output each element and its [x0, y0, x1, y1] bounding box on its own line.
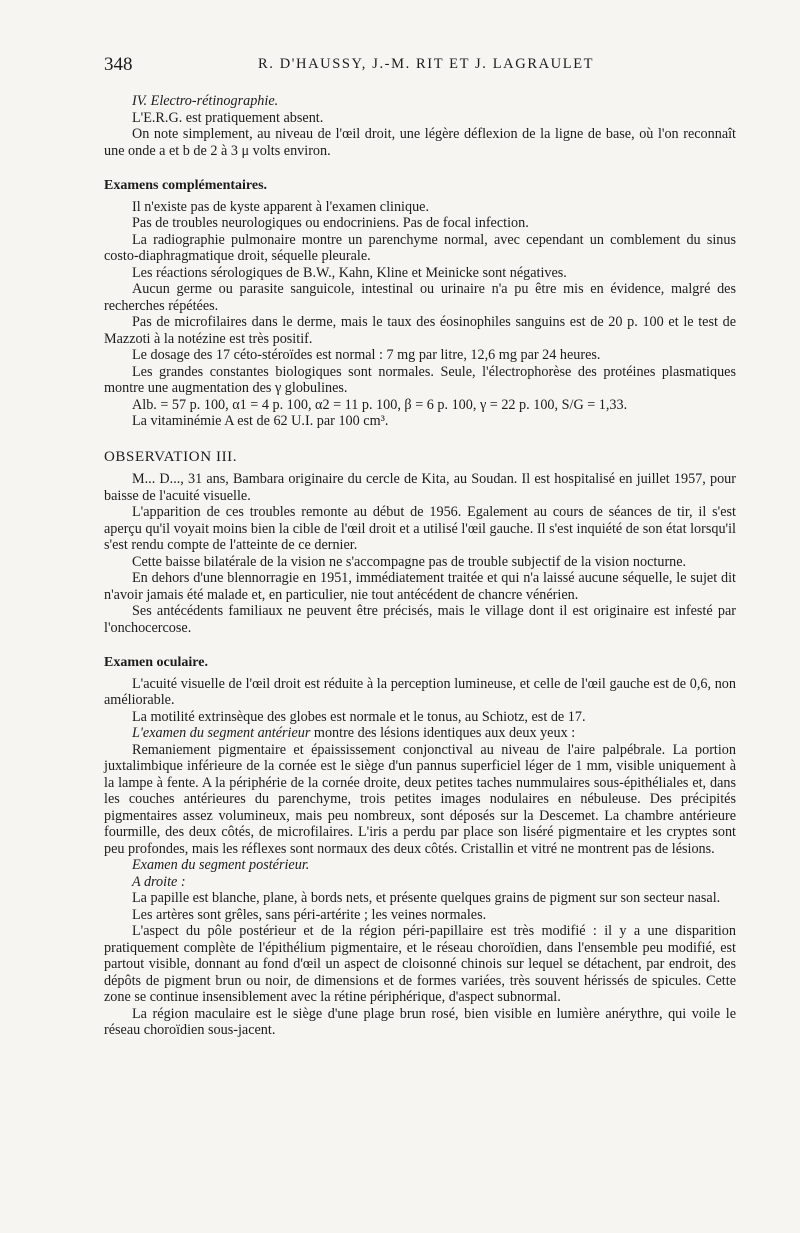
subheading: A droite : — [132, 873, 186, 890]
paragraph: Le dosage des 17 céto-stéroïdes est normal : 7 mg par litre, 12,6 mg par 24 heures. — [132, 347, 601, 363]
paragraph — [104, 725, 736, 742]
paragraph: L'E.R.G. est pratiquement absent. — [132, 109, 324, 126]
paragraph: Les grandes constantes biologiques sont normales. Seule, l'électrophorèse des protéines plasmatiques montre une augmentation des γ globulines. — [104, 363, 736, 396]
page-number: 348 — [104, 54, 133, 75]
paragraph: M... D..., 31 ans, Bambara originaire du cercle de Kita, au Soudan. Il est hospitalisé en juillet 1957, pour baisse de l'acuité visuelle. — [104, 471, 736, 504]
italic-phrase: L'examen du segment antérieur — [132, 725, 311, 741]
paragraph: L'aspect du pôle postérieur et de la région péri-papillaire est très modifié : il y a une disparition pratiquement complète de l'épithélium pigmentaire, et le réseau choroïdien, dans l'ensemble peu modifié, est partout visible, donnant au fond d'œil un aspect de cloisonné chinois sur lequel se détachent, par endroit, des dépôts de pigment brun ou noir, de dimensions et de formes variées, très souvent hérissés de spicules. Cette zone se continue insensiblement avec la rétine périphérique, d'aspect subnormal. — [104, 923, 736, 1005]
paragraph: L'acuité visuelle de l'œil droit est réduite à la perception lumineuse, et celle de l'œil gauche est de 0,6, non améliorable. — [104, 675, 736, 708]
paragraph: La vitaminémie A est de 62 U.I. par 100 cm³. — [132, 413, 389, 429]
paragraph: Pas de troubles neurologiques ou endocriniens. Pas de focal infection. — [132, 215, 529, 231]
paragraph: Cette baisse bilatérale de la vision ne s'accompagne pas de trouble subjectif de la vision nocturne. — [132, 553, 687, 570]
text-run: montre des lésions identiques aux deux yeux : — [310, 725, 576, 741]
paragraph: La radiographie pulmonaire montre un parenchyme normal, avec cependant un comblement du sinus costo-diaphragmatique droit, séquelle pleurale. — [104, 231, 736, 264]
paragraph: L'apparition de ces troubles remonte au début de 1956. Egalement au cours de séances de tir, il s'est aperçu qu'il voyait moins bien la cible de l'œil droit et a utilisé l'œil gauche. Il s'est inquiété de son état lorsqu'il s'est rendu compte de l'atteinte de ce dernier. — [104, 504, 736, 553]
section-heading-examens: Examens complémentaires. — [104, 178, 268, 193]
paragraph: En dehors d'une blennorragie en 1951, immédiatement traitée et qui n'a laissé aucune séquelle, le sujet dit n'avoir jamais été malade et, en particulier, nie tout antécédent de chancre vénérien. — [104, 570, 736, 603]
section-heading-oculaire: Examen oculaire. — [104, 655, 208, 670]
paragraph: Il n'existe pas de kyste apparent à l'examen clinique. — [132, 198, 430, 215]
paragraph: Remaniement pigmentaire et épaississement conjonctival au niveau de l'aire palpébrale. La portion juxtalimbique inférieure de la cornée est le siège d'un pannus superficiel léger de 1 mm, visible uniquement à la lampe à fente. A la périphérie de la cornée droite, deux petites taches nummulaires sous-épithéliales et, dans les couches antérieures du parenchyme, trois petites images nodulaires en nébuleuse. Des précipités pigmentaires assez volumineux, mais peu nombreux, sont déposés sur la Descemet. La chambre antérieure fourmille, des deux côtés, de microfilaires. L'iris a perdu par place son liséré pigmentaire et les cryptes sont peu profondes, mais les réflexes sont normaux des deux côtés. Cristallin et vitré ne montrent pas de lésions. — [104, 741, 736, 857]
section-heading-observation: OBSERVATION III. — [104, 448, 238, 465]
body-text — [104, 93, 736, 1039]
subheading: Examen du segment postérieur. — [132, 857, 310, 873]
paragraph: La motilité extrinsèque des globes est normale et le tonus, au Schiotz, est de 17. — [132, 708, 586, 725]
paragraph: La papille est blanche, plane, à bords nets, et présente quelques grains de pigment sur son secteur nasal. — [132, 890, 721, 906]
paragraph: La région maculaire est le siège d'une plage brun rosé, bien visible en lumière anérythre, qui voile le réseau choroïdien sous-jacent. — [104, 1005, 736, 1038]
paragraph: On note simplement, au niveau de l'œil droit, une légère déflexion de la ligne de base, où l'on reconnaît une onde a et b de 2 à 3 μ volts environ. — [104, 126, 736, 159]
paragraph: Pas de microfilaires dans le derme, mais le taux des éosinophiles sanguins est de 20 p. 100 et le test de Mazzoti à la notézine est très positif. — [104, 314, 736, 347]
page-header — [104, 54, 736, 80]
paragraph: Les réactions sérologiques de B.W., Kahn, Kline et Meinicke sont négatives. — [132, 264, 567, 281]
paragraph: Les artères sont grêles, sans péri-artérite ; les veines normales. — [132, 906, 487, 923]
erg-heading: IV. Electro-rétinographie. — [132, 93, 279, 109]
running-title: R. D'HAUSSY, J.-M. RIT ET J. LAGRAULET — [258, 56, 595, 72]
paragraph: Alb. = 57 p. 100, α1 = 4 p. 100, α2 = 11 p. 100, β = 6 p. 100, γ = 22 p. 100, S/G = 1,33. — [132, 396, 628, 413]
paragraph: Ses antécédents familiaux ne peuvent être précisés, mais le village dont il est originaire est infesté par l'onchocercose. — [104, 603, 736, 636]
paragraph: Aucun germe ou parasite sanguicole, intestinal ou urinaire n'a pu être mis en évidence, malgré des recherches répétées. — [104, 281, 736, 314]
